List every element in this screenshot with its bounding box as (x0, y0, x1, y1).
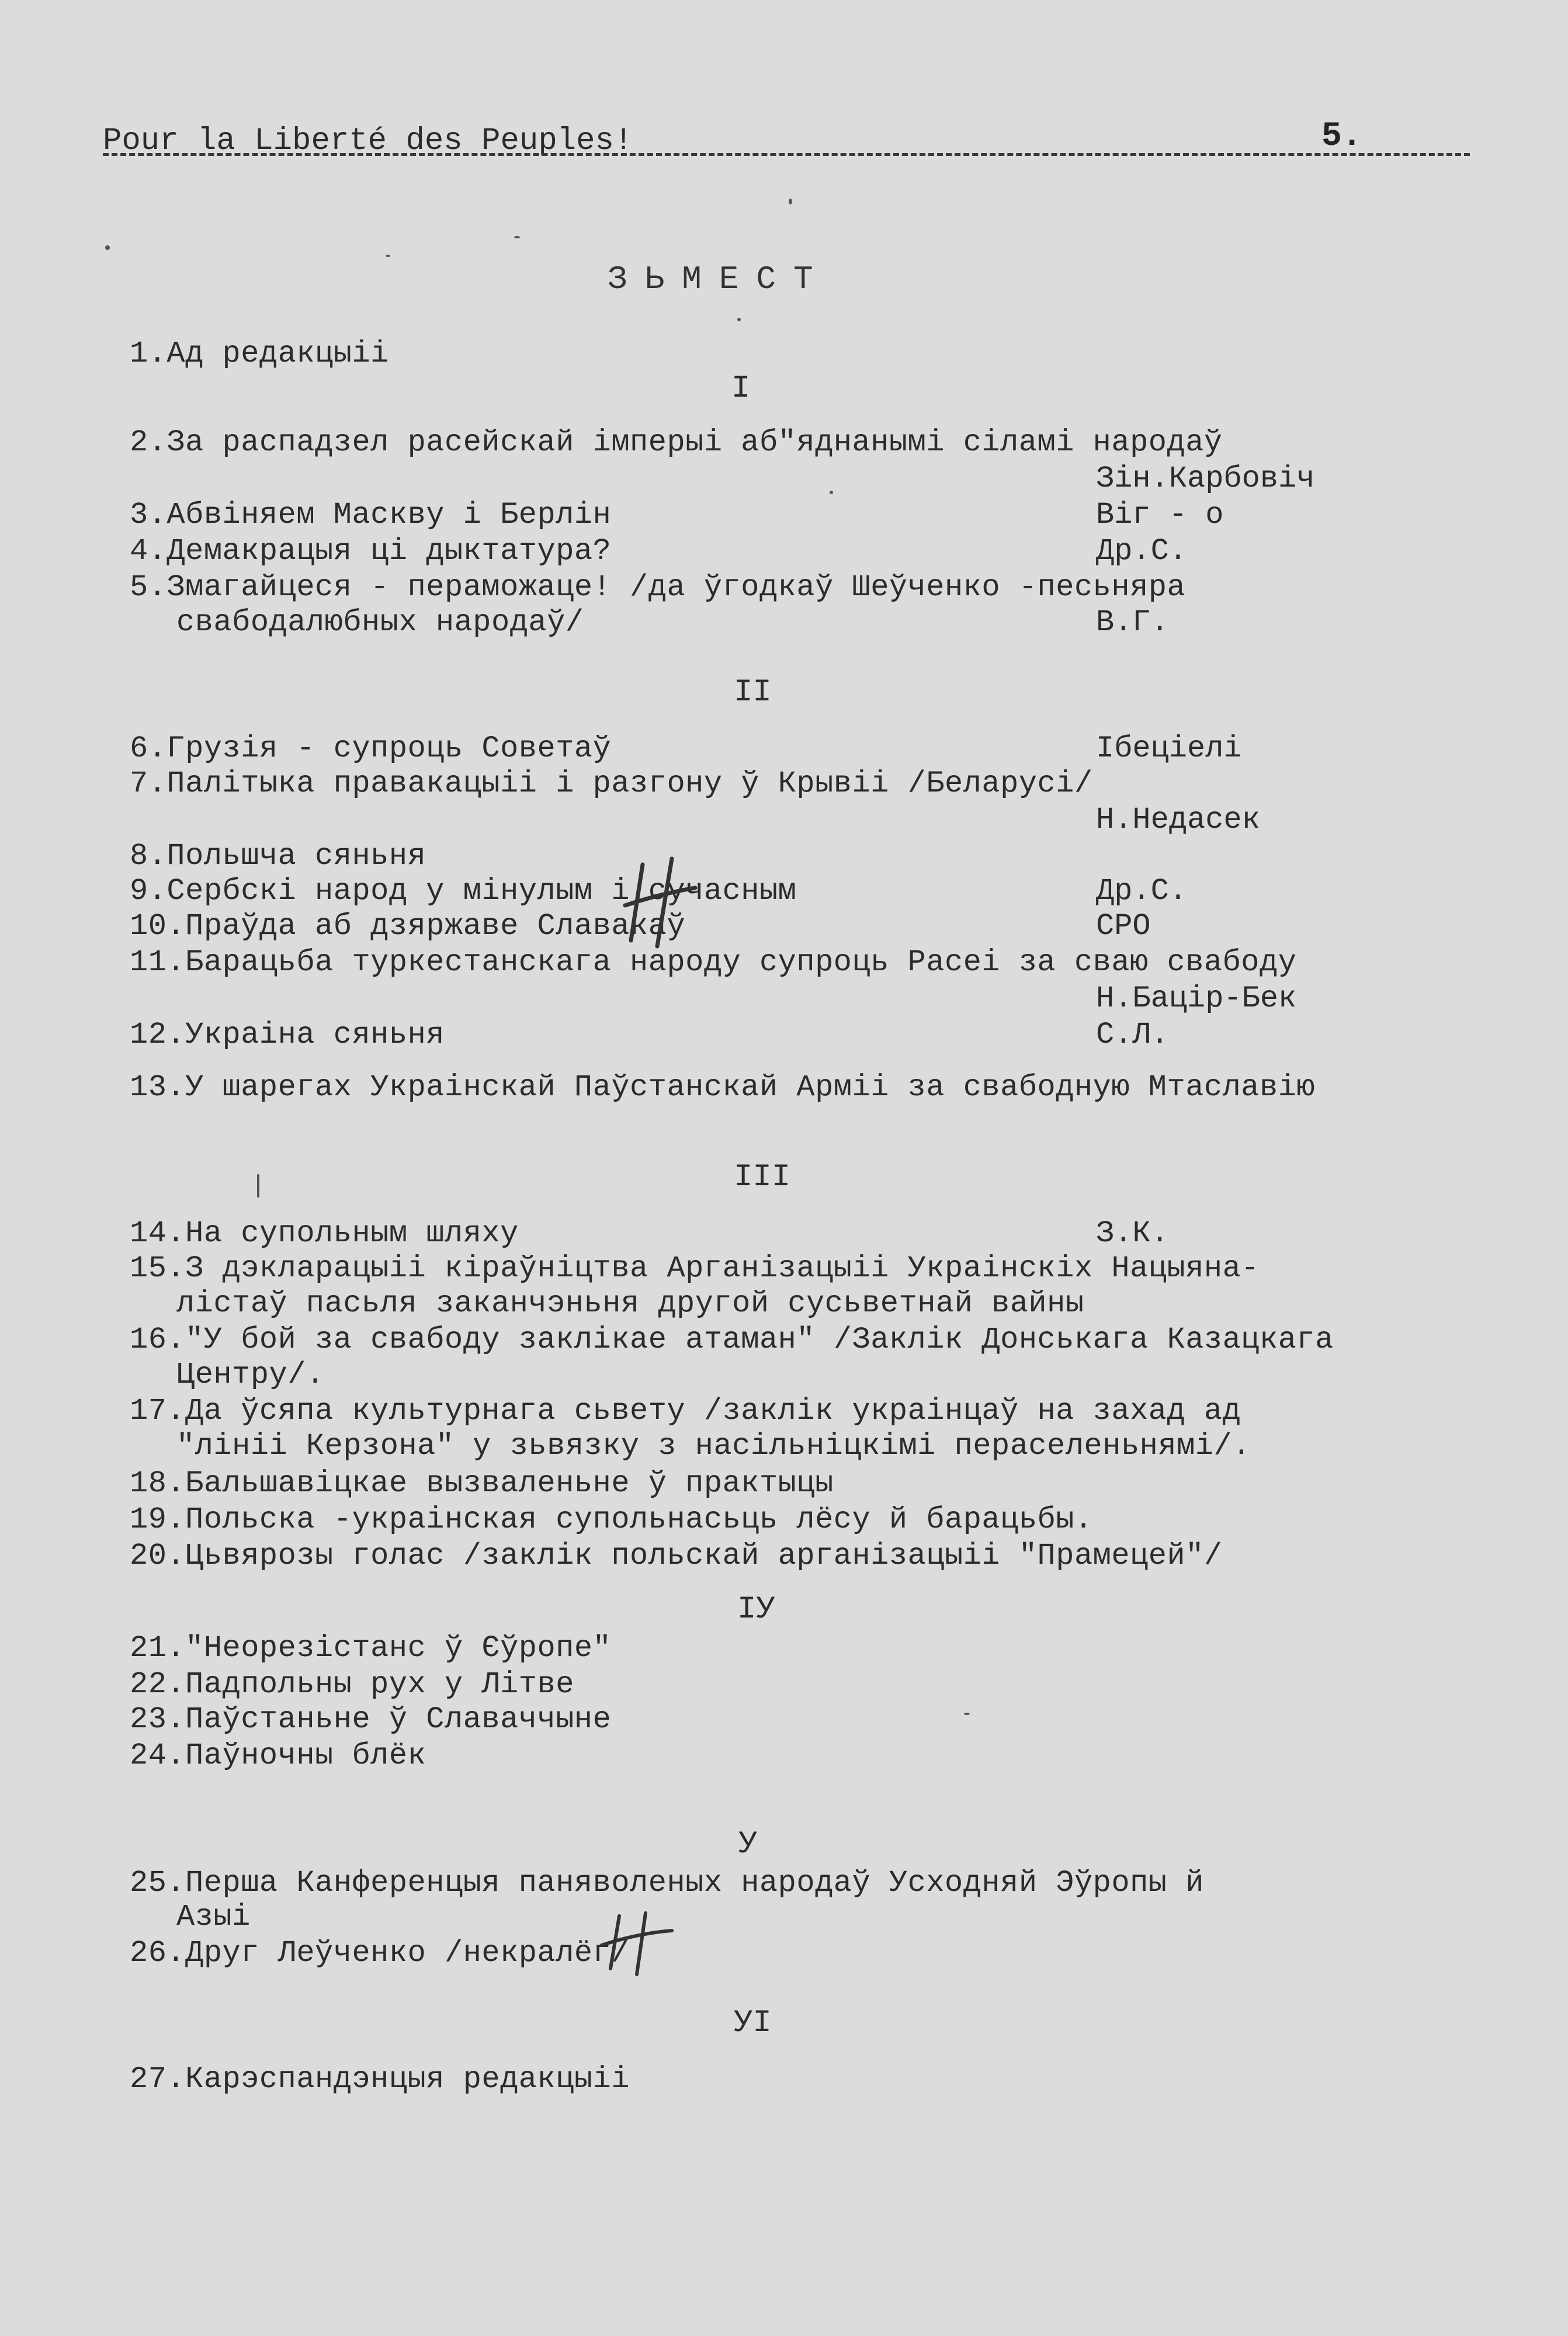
toc-item-4-author: Др.С. (1096, 534, 1188, 568)
toc-item-25-cont: Азыі (176, 1900, 251, 1934)
header-rule (103, 153, 1470, 156)
toc-item-23: 23.Паўстаньне ў Славаччыне (130, 1702, 612, 1737)
scan-speck (105, 245, 110, 250)
section-i-heading: I (731, 371, 751, 407)
toc-item-20: 20.Цьвярозы голас /заклік польскай арганізацыіі "Прамецей"/ (130, 1539, 1223, 1573)
toc-item-2-author: Зін.Карбовіч (1096, 461, 1315, 496)
toc-item-18: 18.Бальшавіцкае вызваленьне ў практыцы (130, 1466, 834, 1501)
toc-item-21: 21."Неорезістанс ў Єўропе" (130, 1631, 612, 1665)
scan-speck (514, 236, 520, 238)
toc-item-15: 15.З дэкларацыіі кіраўніцтва Арганізацыіі Украінскіх Нацыяна- (130, 1251, 1260, 1286)
scan-speck (257, 1174, 259, 1197)
toc-item-27: 27.Карэспандэнцыя редакцыіі (130, 2062, 630, 2097)
toc-item-12-author: С.Л. (1096, 1018, 1169, 1052)
toc-item-17: 17.Да ўсяпа культурнага сьвету /заклік украінцаў на захад ад (130, 1394, 1241, 1428)
toc-item-15-cont: лістаў пасьля заканчэньня другой сусьветнай вайны (176, 1286, 1084, 1321)
scan-speck (386, 255, 390, 257)
header-title: Pour la Liberté des Peuples! (103, 123, 633, 159)
toc-item-26: 26.Друг Леўченко /некралёг/ (130, 1936, 630, 1970)
toc-item-16-cont: Центру/. (176, 1358, 325, 1392)
toc-item-7-author: Н.Недасек (1096, 803, 1260, 837)
toc-item-2: 2.За распадзел расейскай імперыі аб"яднанымі сіламі народаў (130, 425, 1223, 460)
scan-speck (964, 1713, 970, 1715)
toc-item-13: 13.У шарегах Украінскай Паўстанскай Арміі за свабодную Мтаславію (130, 1070, 1316, 1105)
toc-item-9: 9.Сербскі народ у мінулым і сучасным (130, 874, 797, 908)
toc-item-5-author: В.Г. (1096, 605, 1169, 640)
section-vi-heading: УІ (734, 2005, 772, 2041)
toc-item-3-author: Віг - о (1096, 498, 1224, 532)
page-number: 5. (1321, 117, 1362, 155)
toc-item-11: 11.Барацьба туркестанскага народу супроць Расеі за сваю свабоду (130, 945, 1297, 980)
toc-item-6: 6.Грузія - супроць Советаў (130, 731, 612, 766)
pencil-mark-icon (608, 853, 713, 958)
toc-item-7: 7.Палітыка правакацыіі і разгону ў Крывіі /Беларусі/ (130, 766, 1093, 801)
toc-item-25: 25.Перша Канференцыя паняволеных народаў Усходняй Эўропы й (130, 1866, 1204, 1900)
toc-item-9-author: Др.С. (1096, 874, 1188, 908)
toc-item-5: 5.Змагайцеся - пераможаце! /да ўгодкаў Шеўченко -песьняра (130, 570, 1186, 605)
section-iv-heading: ІУ (737, 1592, 775, 1627)
toc-item-14: 14.На супольным шляху (130, 1216, 519, 1251)
scan-speck (789, 199, 792, 204)
toc-item-17-cont: "лініі Керзона" у зьвязку з насільніцкімі пераселеньнямі/. (176, 1429, 1251, 1463)
section-iii-heading: III (734, 1160, 791, 1195)
toc-item-14-author: З.К. (1096, 1216, 1169, 1251)
pencil-mark-icon (590, 1910, 684, 1980)
section-ii-heading: II (734, 675, 772, 710)
contents-heading: ЗЬМЕСТ (608, 261, 831, 298)
section-v-heading: У (738, 1827, 758, 1862)
toc-item-16: 16."У бой за свабоду заклікае атаман" /Заклік Донськага Казацкага (130, 1323, 1334, 1357)
scan-speck (737, 318, 741, 321)
toc-item-19: 19.Польска -украінская супольнасьць лёсу й барацьбы. (130, 1502, 1093, 1537)
toc-item-11-author: Н.Бацір-Бек (1096, 981, 1297, 1016)
toc-item-22: 22.Падпольны рух у Літве (130, 1667, 574, 1702)
toc-item-6-author: Ібеціелі (1096, 731, 1242, 766)
toc-item-1: 1.Ад редакцыіі (130, 336, 389, 371)
toc-item-8: 8.Польшча сяньня (130, 839, 426, 873)
toc-item-5-cont: свабодалюбных народаў/ (176, 605, 584, 640)
toc-item-24: 24.Паўночны блёк (130, 1738, 426, 1773)
toc-item-3: 3.Абвіняем Маскву і Берлін (130, 498, 612, 532)
toc-item-10-author: СРО (1096, 909, 1151, 943)
toc-item-12: 12.Украіна сяньня (130, 1018, 445, 1052)
toc-item-10: 10.Праўда аб дзяржаве Славакаў (130, 909, 686, 943)
scan-speck (830, 491, 833, 494)
toc-item-4: 4.Демакрацыя ці дыктатура? (130, 534, 612, 568)
